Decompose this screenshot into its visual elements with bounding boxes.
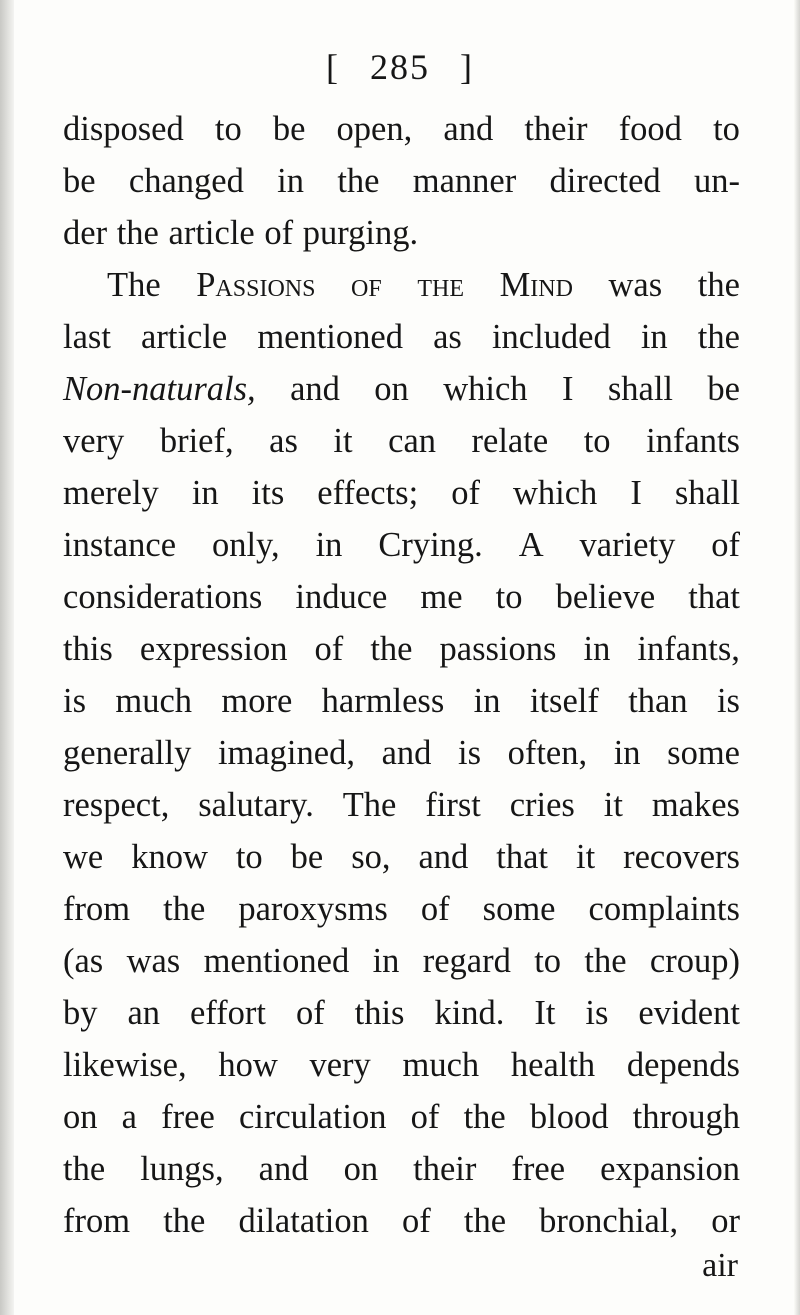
word: on bbox=[374, 370, 409, 408]
word: their bbox=[413, 1150, 477, 1188]
word: relate bbox=[471, 422, 549, 460]
text-line bbox=[63, 103, 740, 155]
word: of bbox=[295, 994, 325, 1032]
word: likewise, bbox=[63, 1046, 187, 1084]
catchword: air bbox=[702, 1247, 738, 1284]
word: be bbox=[63, 162, 96, 200]
text-line bbox=[63, 883, 740, 935]
word: much bbox=[402, 1046, 480, 1084]
word: to bbox=[235, 838, 263, 876]
word: variety bbox=[579, 526, 676, 564]
word: in bbox=[277, 162, 304, 200]
word: the bbox=[417, 266, 464, 304]
word: so, bbox=[351, 838, 391, 876]
word: Mind bbox=[499, 266, 573, 304]
word: which bbox=[512, 474, 598, 512]
word: regard bbox=[422, 942, 511, 980]
text-line bbox=[63, 1091, 740, 1143]
text-line bbox=[63, 363, 740, 415]
word: of bbox=[401, 1202, 431, 1240]
word: effects; bbox=[317, 474, 419, 512]
word: be bbox=[290, 838, 324, 876]
word: harmless bbox=[321, 682, 445, 720]
word: article bbox=[168, 214, 255, 252]
word: believe bbox=[555, 578, 656, 616]
word: in bbox=[583, 630, 611, 668]
word: purging. bbox=[302, 214, 419, 252]
word: is bbox=[585, 994, 609, 1032]
word: passions bbox=[439, 630, 557, 668]
word: The bbox=[107, 266, 161, 304]
word: me bbox=[420, 578, 463, 616]
word: that bbox=[688, 578, 740, 616]
word: infants bbox=[646, 422, 740, 460]
text-line bbox=[63, 779, 740, 831]
word: in bbox=[191, 474, 219, 512]
word: is bbox=[63, 682, 87, 720]
word: mentioned bbox=[203, 942, 350, 980]
word: first bbox=[425, 786, 481, 824]
word: its bbox=[251, 474, 285, 512]
word: of bbox=[420, 890, 450, 928]
word: croup) bbox=[649, 942, 740, 980]
text-line bbox=[63, 1195, 740, 1247]
word: the bbox=[584, 942, 627, 980]
word: and bbox=[290, 370, 340, 408]
word: in bbox=[372, 942, 400, 980]
text-line bbox=[63, 935, 740, 987]
word: free bbox=[511, 1150, 566, 1188]
word: to bbox=[214, 110, 242, 148]
text-line bbox=[63, 623, 740, 675]
word: can bbox=[388, 422, 437, 460]
text-line bbox=[63, 415, 740, 467]
word: free bbox=[161, 1098, 215, 1136]
word: dilatation bbox=[238, 1202, 369, 1240]
text-line bbox=[63, 155, 740, 207]
word: and bbox=[258, 1150, 309, 1188]
word: last bbox=[63, 318, 111, 356]
word: of bbox=[314, 630, 344, 668]
word: I bbox=[630, 474, 642, 512]
word: directed bbox=[549, 162, 661, 200]
word: circulation bbox=[238, 1098, 387, 1136]
word: it bbox=[575, 838, 596, 876]
word: that bbox=[496, 838, 549, 876]
word: some bbox=[482, 890, 556, 928]
word: and bbox=[443, 110, 494, 148]
word: on bbox=[63, 1098, 98, 1136]
word: to bbox=[534, 942, 562, 980]
word: some bbox=[667, 734, 740, 772]
word: the bbox=[697, 318, 740, 356]
text-line bbox=[63, 571, 740, 623]
page-header bbox=[0, 46, 800, 88]
word: in bbox=[640, 318, 668, 356]
word: Non-naturals, bbox=[63, 370, 256, 408]
word: their bbox=[524, 110, 588, 148]
word: was bbox=[608, 266, 663, 304]
word: very bbox=[63, 422, 125, 460]
word: is bbox=[457, 734, 481, 772]
word: of bbox=[351, 266, 382, 304]
word: imagined, bbox=[217, 734, 355, 772]
word: of bbox=[264, 214, 294, 252]
word: shall bbox=[607, 370, 674, 408]
word: cries bbox=[509, 786, 575, 824]
text-line bbox=[63, 727, 740, 779]
word: the bbox=[463, 1202, 507, 1240]
text-line bbox=[63, 1039, 740, 1091]
word: complaints bbox=[588, 890, 740, 928]
word: as bbox=[269, 422, 298, 460]
word: was bbox=[126, 942, 181, 980]
word: through bbox=[632, 1098, 740, 1136]
word: a bbox=[121, 1098, 137, 1136]
word: instance bbox=[63, 526, 177, 564]
word: in bbox=[613, 734, 641, 772]
word: der bbox=[63, 214, 108, 252]
word: from bbox=[63, 890, 131, 928]
word: article bbox=[141, 318, 228, 356]
word: this bbox=[354, 994, 405, 1032]
text-line bbox=[63, 519, 740, 571]
page-edge-right bbox=[794, 0, 800, 1315]
word: un- bbox=[693, 162, 740, 200]
word: A bbox=[518, 526, 544, 564]
word: very bbox=[309, 1046, 371, 1084]
word: be bbox=[272, 110, 306, 148]
word: of bbox=[711, 526, 740, 564]
word: The bbox=[342, 786, 397, 824]
word: which bbox=[443, 370, 528, 408]
word: manner bbox=[412, 162, 517, 200]
text-line bbox=[63, 259, 740, 311]
word: respect, bbox=[63, 786, 170, 824]
word: how bbox=[218, 1046, 278, 1084]
word: in bbox=[473, 682, 501, 720]
word: the bbox=[697, 266, 740, 304]
word: the bbox=[163, 890, 206, 928]
word: the bbox=[337, 162, 380, 200]
word: brief, bbox=[159, 422, 234, 460]
word: paroxysms bbox=[238, 890, 388, 928]
text-line bbox=[63, 311, 740, 363]
word: (as bbox=[63, 942, 104, 980]
word: I bbox=[561, 370, 574, 408]
word: expression bbox=[139, 630, 288, 668]
word: generally bbox=[63, 734, 192, 772]
text-line bbox=[63, 467, 740, 519]
word: shall bbox=[674, 474, 740, 512]
word: mentioned bbox=[257, 318, 403, 356]
text-line bbox=[63, 1143, 740, 1195]
word: is bbox=[716, 682, 740, 720]
word: recovers bbox=[623, 838, 740, 876]
word: health bbox=[510, 1046, 596, 1084]
word: much bbox=[115, 682, 193, 720]
word: and bbox=[418, 838, 469, 876]
word: more bbox=[221, 682, 293, 720]
word: to bbox=[495, 578, 523, 616]
word: induce bbox=[295, 578, 388, 616]
page-number: 285 bbox=[370, 47, 430, 87]
word: of bbox=[451, 474, 480, 512]
body-text bbox=[63, 103, 740, 1247]
word: of bbox=[410, 1098, 440, 1136]
word: the bbox=[116, 214, 159, 252]
word: included bbox=[491, 318, 611, 356]
word: salutary. bbox=[198, 786, 314, 824]
word: itself bbox=[529, 682, 599, 720]
word: only, bbox=[211, 526, 280, 564]
word: blood bbox=[529, 1098, 609, 1136]
word: makes bbox=[651, 786, 740, 824]
word: changed bbox=[128, 162, 244, 200]
word: or bbox=[711, 1202, 740, 1240]
word: merely bbox=[63, 474, 159, 512]
text-line bbox=[63, 675, 740, 727]
word: open, bbox=[336, 110, 413, 148]
word: the bbox=[163, 1202, 206, 1240]
word: it bbox=[333, 422, 353, 460]
word: the bbox=[463, 1098, 506, 1136]
text-line bbox=[63, 207, 740, 259]
word: kind. bbox=[434, 994, 505, 1032]
word: food bbox=[618, 110, 682, 148]
word: on bbox=[343, 1150, 379, 1188]
word: often, bbox=[507, 734, 588, 772]
text-line bbox=[63, 987, 740, 1039]
word: as bbox=[433, 318, 462, 356]
word: Crying. bbox=[378, 526, 483, 564]
word: it bbox=[603, 786, 623, 824]
bracket-close: ] bbox=[460, 47, 474, 87]
word: by bbox=[63, 994, 98, 1032]
word: lungs, bbox=[140, 1150, 224, 1188]
word: and bbox=[381, 734, 432, 772]
word: in bbox=[315, 526, 343, 564]
word: the bbox=[63, 1150, 106, 1188]
word: expansion bbox=[600, 1150, 740, 1188]
word: an bbox=[127, 994, 161, 1032]
bracket-open: [ bbox=[326, 47, 340, 87]
word: to bbox=[583, 422, 611, 460]
word: bronchial, bbox=[539, 1202, 679, 1240]
word: evident bbox=[638, 994, 740, 1032]
word: know bbox=[131, 838, 208, 876]
word: this bbox=[63, 630, 113, 668]
word: from bbox=[63, 1202, 131, 1240]
word: be bbox=[707, 370, 740, 408]
word: considerations bbox=[63, 578, 263, 616]
page-edge-left bbox=[0, 0, 14, 1315]
word: depends bbox=[626, 1046, 740, 1084]
word: the bbox=[370, 630, 413, 668]
word: effort bbox=[189, 994, 266, 1032]
word: infants, bbox=[637, 630, 740, 668]
word: disposed bbox=[63, 110, 184, 148]
word: we bbox=[63, 838, 104, 876]
word: Passions bbox=[196, 266, 316, 304]
text-line bbox=[63, 831, 740, 883]
word: to bbox=[713, 110, 740, 148]
word: than bbox=[628, 682, 688, 720]
word: It bbox=[534, 994, 556, 1032]
